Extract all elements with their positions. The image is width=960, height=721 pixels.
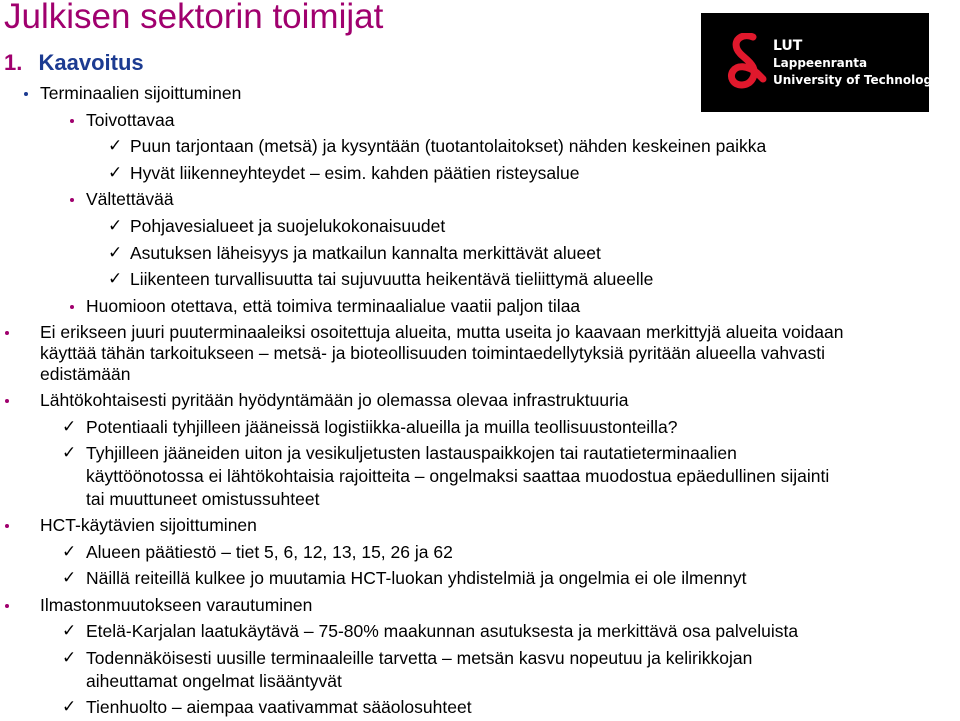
checkmark-icon: ✓ (108, 162, 123, 182)
list-item-continuation: edistämään (40, 363, 131, 384)
bullet-icon (5, 399, 9, 403)
section-heading (0, 48, 960, 78)
heading-number: 1. (4, 50, 23, 75)
list-item: ✓ Pohjavesialueet ja suojelukokonaisuudet (108, 215, 446, 236)
list-item: Vältettävää (0, 186, 960, 213)
list-item: ✓ Alueen päätiestö – tiet 5, 6, 12, 13, 15, 26 ja 62 (62, 541, 453, 562)
heading-text: Kaavoitus (38, 50, 144, 75)
list-item: ✓ Näillä reiteillä kulkee jo muutamia HCT-luokan yhdistelmiä ja ongelmia ei ole ilmennyt (62, 568, 747, 589)
list-item: ✓ Todennäköisesti uusille terminaaleille tarvetta – metsän kasvu nopeutuu ja kelirikkojan (62, 648, 753, 669)
list-item: ✓ Etelä-Karjalan laatukäytävä – 75-80% maakunnan asutuksesta ja merkittävä osa palveluista (62, 621, 799, 642)
checkmark-icon: ✓ (62, 443, 77, 463)
list-item: ✓ Asutuksen läheisyys ja matkailun kannalta merkittävät alueet (108, 242, 601, 263)
bullet-icon (70, 119, 74, 123)
checkmark-icon: ✓ (108, 215, 123, 235)
checkmark-icon: ✓ (62, 416, 77, 436)
checkmark-icon: ✓ (62, 697, 77, 717)
list-item: Huomioon otettava, että toimiva terminaalialue vaatii paljon tilaa (0, 293, 960, 320)
bullet-icon (5, 604, 9, 608)
list-item: Ilmastonmuutokseen varautuminen (0, 592, 960, 619)
list-item-continuation: käyttöönotossa ei lähtökohtaisia rajoitteita – ongelmaksi saattaa muodostua epäedullinen sijainti (86, 465, 830, 486)
bullet-icon (5, 331, 9, 335)
checkmark-icon: ✓ (62, 568, 77, 588)
slide-content (0, 48, 960, 721)
list-item: Lähtökohtaisesti pyritään hyödyntämään jo olemassa olevaa infrastruktuuria (0, 387, 960, 414)
list-item: ✓ Tyhjilleen jääneiden uiton ja vesikuljetusten lastauspaikkojen tai rautatieterminaalien (62, 443, 737, 464)
checkmark-icon: ✓ (62, 621, 77, 641)
logo-lappeenranta: Lappeenranta (773, 56, 868, 70)
list-item-continuation: käyttää tähän tarkoitukseen – metsä- ja bioteollisuuden toimintaedellytyksiä pyritään alueella vahvasti (40, 342, 826, 363)
checkmark-icon: ✓ (108, 136, 123, 156)
list-item-continuation: tai muuttuneet omistussuhteet (86, 488, 320, 509)
list-item: Toivottavaa (0, 107, 960, 134)
checkmark-icon: ✓ (108, 242, 123, 262)
list-item: Terminaalien sijoittuminen (0, 80, 960, 107)
checkmark-icon: ✓ (62, 648, 77, 668)
list-item: ✓ Puun tarjontaan (metsä) ja kysyntään (tuotantolaitokset) nähden keskeinen paikka (108, 136, 767, 157)
logo-university: University of Technology (773, 73, 940, 87)
list-item: ✓ Tienhuolto – aiempaa vaativammat sääolosuhteet (62, 697, 472, 718)
list-item-continuation: aiheuttamat ongelmat lisääntyvät (86, 670, 342, 691)
bullet-icon (70, 305, 74, 309)
logo-lut: LUT (773, 38, 803, 54)
bullet-icon (5, 524, 9, 528)
checkmark-icon: ✓ (62, 541, 77, 561)
bullet-icon (70, 198, 74, 202)
bullet-icon (24, 92, 28, 96)
slide-title: Julkisen sektorin toimijat (4, 0, 384, 36)
list-item: Ei erikseen juuri puuterminaaleiksi osoitettuja alueita, mutta useita jo kaavaan merkittyjä alueita voidaan (0, 319, 960, 346)
list-item: ✓ Potentiaali tyhjilleen jääneissä logistiikka-alueilla ja muilla teollisuustonteilla? (62, 416, 678, 437)
list-item: ✓ Liikenteen turvallisuutta tai sujuvuutta heikentävä tieliittymä alueelle (108, 269, 654, 290)
checkmark-icon: ✓ (108, 269, 123, 289)
list-item: HCT-käytävien sijoittuminen (0, 512, 960, 539)
list-item: ✓ Hyvät liikenneyhteydet – esim. kahden päätien risteysalue (108, 162, 580, 183)
